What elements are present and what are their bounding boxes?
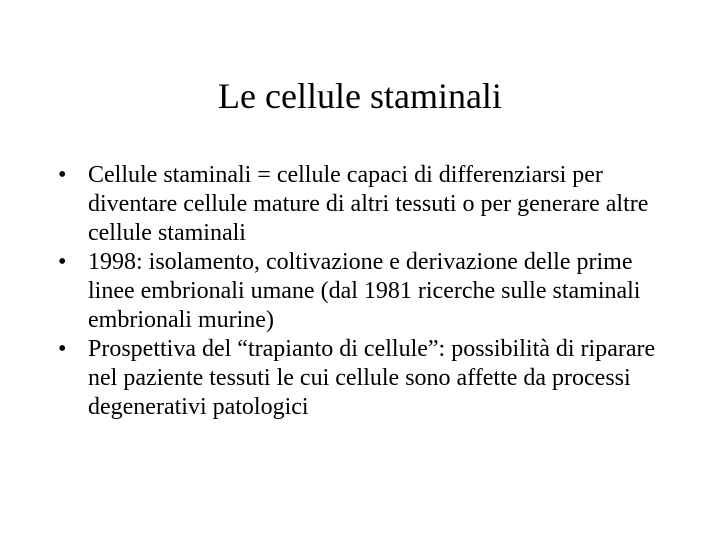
- bullet-text: Cellule staminali = cellule capaci di differenziarsi per diventare cellule mature di altri tessuti o per generare altre cellule staminali: [88, 162, 649, 246]
- bullet-dot-icon: •: [58, 249, 67, 275]
- slide-title: Le cellule staminali: [218, 76, 502, 116]
- bullet-item-definition: [58, 161, 678, 248]
- bullet-list: [58, 161, 678, 422]
- bullet-item-perspective: [58, 335, 678, 422]
- bullet-text: Prospettiva del “trapianto di cellule”: possibilità di riparare nel paziente tessuti le cui cellule sono affette da processi degenerativi patologici: [88, 336, 656, 420]
- bullet-item-history: [58, 248, 678, 335]
- bullet-dot-icon: •: [58, 162, 67, 188]
- bullet-text: 1998: isolamento, coltivazione e derivazione delle prime linee embrionali umane (dal 1981 ricerche sulle staminali embrionali murine): [88, 249, 641, 333]
- bullet-dot-icon: •: [58, 336, 67, 362]
